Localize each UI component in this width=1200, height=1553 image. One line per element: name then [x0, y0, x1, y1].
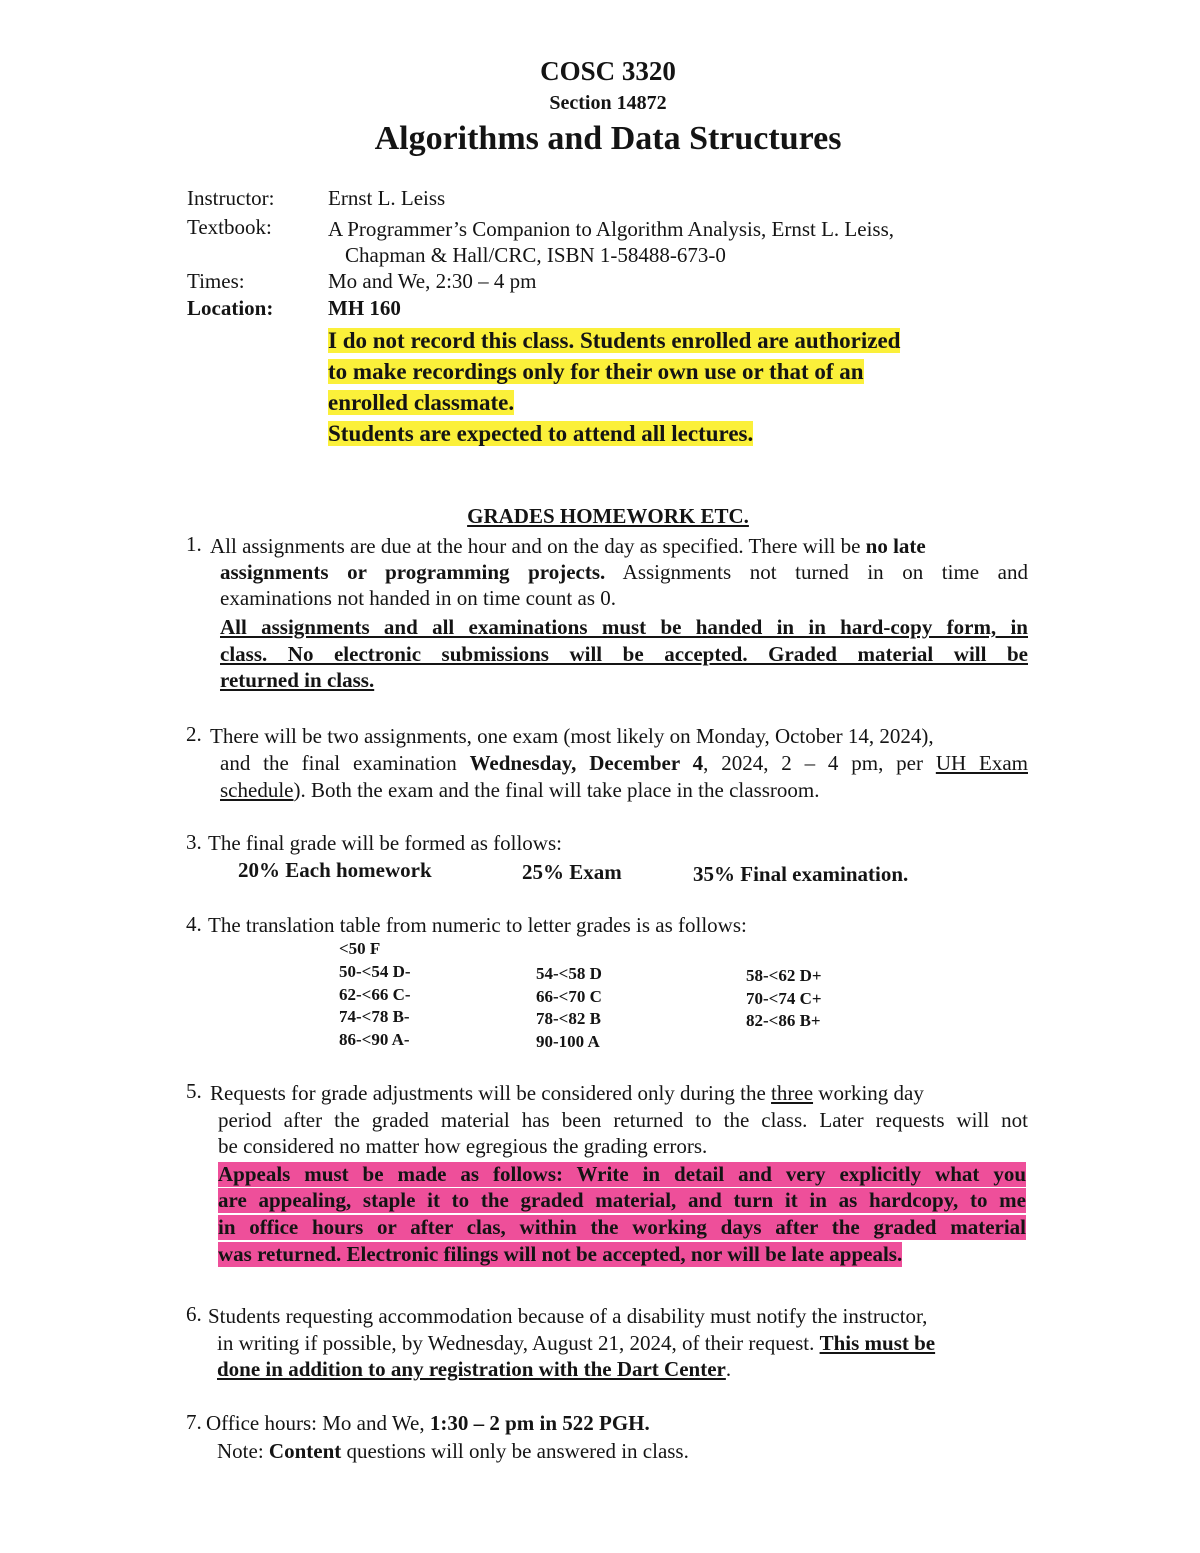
notice-line: Students are expected to attend all lectures.	[328, 421, 754, 446]
appeal-line: in office hours or after clas, within the working days after the graded material	[218, 1215, 1026, 1239]
grade-cell: 54-<58 D	[536, 964, 602, 983]
textbook-line-2: Chapman & Hall/CRC, ISBN 1-58488-673-0	[345, 243, 726, 267]
grade-cell: 74-<78 B-	[339, 1007, 410, 1026]
item-5-line-2: period after the graded material has been returned to the class. Later requests will not	[218, 1108, 1028, 1132]
office-hours-line: Office hours: Mo and We, 1:30 – 2 pm in 522 PGH.	[206, 1411, 650, 1435]
item-number: 6.	[186, 1302, 202, 1326]
item-1-submission-rule: returned in class.	[220, 668, 375, 692]
item-1-line-2: assignments or programming projects. Assignments not turned in on time and	[220, 560, 1029, 584]
grade-cell: 70-<74 C+	[746, 989, 822, 1008]
weight-exam: 25% Exam	[522, 860, 622, 884]
item-number: 1.	[186, 532, 202, 556]
course-number: COSC 3320	[540, 56, 676, 86]
item-5-line-3: be considered no matter how egregious the grading errors.	[218, 1134, 708, 1158]
item-1-line-1: All assignments are due at the hour and on the day as specified. There will be no late	[210, 534, 926, 558]
grade-cell: 58-<62 D+	[746, 966, 822, 985]
weight-homework: 20% Each homework	[238, 858, 432, 882]
item-6-line-1: Students requesting accommodation because of a disability must notify the instructor,	[208, 1304, 928, 1328]
grade-cell: 50-<54 D-	[339, 962, 411, 981]
item-number: 4.	[186, 912, 202, 936]
grade-cell: 90-100 A	[536, 1032, 600, 1051]
appeal-line: Appeals must be made as follows: Write in detail and very explicitly what you	[218, 1162, 1026, 1186]
instructor-value: Ernst L. Leiss	[328, 186, 446, 210]
item-1-submission-rule: All assignments and all examinations must be handed in in hard-copy form, in	[220, 615, 1028, 639]
location-label: Location:	[187, 296, 274, 320]
notice-line: I do not record this class. Students enrolled are authorized	[328, 328, 901, 353]
textbook-line-1: A Programmer’s Companion to Algorithm Analysis, Ernst L. Leiss,	[328, 217, 895, 241]
item-6-line-3: done in addition to any registration with the Dart Center.	[217, 1357, 732, 1381]
times-label: Times:	[187, 269, 245, 293]
appeal-line: are appealing, staple it to the graded material, and turn it in as hardcopy, to me	[218, 1188, 1026, 1212]
grade-cell: 82-<86 B+	[746, 1011, 821, 1030]
item-1-line-3: examinations not handed in on time count as 0.	[220, 586, 617, 610]
item-number: 7.	[186, 1410, 202, 1434]
grade-cell: 66-<70 C	[536, 987, 602, 1006]
item-6-line-2: in writing if possible, by Wednesday, August 21, 2024, of their request. This must be	[217, 1331, 936, 1355]
item-3-line-1: The final grade will be formed as follows:	[208, 831, 562, 855]
textbook-label: Textbook:	[187, 215, 272, 239]
item-number: 5.	[186, 1079, 202, 1103]
grade-cell: 62-<66 C-	[339, 985, 411, 1004]
item-number: 2.	[186, 722, 202, 746]
item-2-line-3: schedule). Both the exam and the final will take place in the classroom.	[220, 778, 820, 802]
grade-cell: 86-<90 A-	[339, 1030, 410, 1049]
notice-line: enrolled classmate.	[328, 390, 515, 415]
item-5-line-1: Requests for grade adjustments will be considered only during the three working day	[210, 1081, 924, 1105]
item-1-submission-rule: class. No electronic submissions will be accepted. Graded material will be	[220, 642, 1028, 666]
appeal-line: was returned. Electronic filings will not be accepted, nor will be late appeals.	[218, 1242, 903, 1266]
item-4-line-1: The translation table from numeric to letter grades is as follows:	[208, 913, 747, 937]
section-number: Section 14872	[549, 92, 667, 114]
grades-heading: GRADES HOMEWORK ETC.	[467, 504, 749, 528]
grade-cell: 78-<82 B	[536, 1009, 601, 1028]
weight-final: 35% Final examination.	[693, 862, 909, 886]
recording-notice	[328, 325, 900, 449]
instructor-label: Instructor:	[187, 186, 275, 210]
item-2-line-2: and the final examination Wednesday, December 4, 2024, 2 – 4 pm, per UH Exam	[220, 751, 1028, 775]
item-2-line-1: There will be two assignments, one exam (most likely on Monday, October 14, 2024),	[210, 724, 934, 748]
location-value: MH 160	[328, 296, 401, 320]
times-value: Mo and We, 2:30 – 4 pm	[328, 269, 537, 293]
grade-cell: <50 F	[339, 939, 381, 958]
item-number: 3.	[186, 830, 202, 854]
course-title: Algorithms and Data Structures	[374, 120, 842, 157]
office-hours-note: Note: Content questions will only be answered in class.	[217, 1439, 689, 1463]
notice-line: to make recordings only for their own use or that of an	[328, 359, 864, 384]
